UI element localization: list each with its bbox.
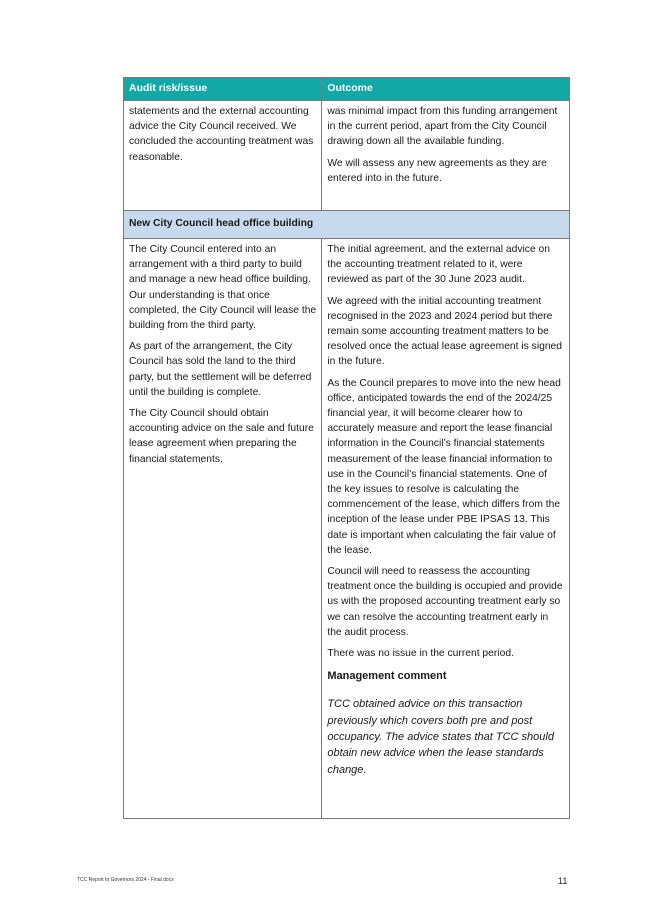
paragraph: Council will need to reassess the accounting treatment once the building is occupied and provide us with the proposed accounting treatment early so we can resolve the accounting treatment early in the audit process. — [327, 566, 563, 638]
paragraph: The initial agreement, and the external advice on the accounting treatment related to it, were reviewed as part of the 30 June 2023 audit. — [327, 244, 550, 286]
paragraph: The City Council entered into an arrangement with a third party to build and manage a new head office building. Our understanding is that once completed, the City Council will lease the building from the third party. — [129, 244, 317, 332]
management-comment-heading: Management comment — [327, 670, 447, 683]
paragraph: As the Council prepares to move into the new head office, anticipated towards the end of the 2024/25 financial year, it will become clearer how to accurately measure and report the lease financial information in the Council’s financial statements measurement of the lease financial information to use in the Council’s financial statements. One of the key issues to resolve is calculating the commencement of the lease, which differs from the inception of the lease under PBE IPSAS 13. This date is important when calculating the fair value of the lease. — [327, 377, 561, 556]
outcome-cell — [322, 239, 570, 819]
paragraph: statements and the external accounting advice the City Council received. We concluded the accounting treatment was reasonable. — [129, 106, 314, 163]
outcome-cell — [322, 101, 570, 211]
header-audit-risk: Audit risk/issue — [124, 78, 322, 101]
table-header-row — [124, 78, 570, 101]
paragraph: We agreed with the initial accounting treatment recognised in the 2023 and 2024 period but there remain some accounting treatment matters to be resolved once the actual lease agreement is signed in the future. — [327, 295, 563, 368]
header-outcome: Outcome — [322, 78, 570, 101]
table-row — [124, 239, 570, 819]
footer-document-title: TCC Report to Governors 2024 - Final docx — [77, 877, 174, 883]
audit-issues-table — [123, 77, 570, 819]
page-number: 11 — [558, 876, 568, 886]
paragraph: The City Council should obtain accounting advice on the sale and future lease agreement when preparing the financial statements. — [129, 408, 314, 465]
audit-risk-cell — [124, 239, 322, 819]
section-heading-row — [124, 211, 570, 239]
paragraph: There was no issue in the current period. — [327, 648, 514, 660]
paragraph: We will assess any new agreements as they are entered into in the future. — [327, 157, 547, 184]
paragraph: was minimal impact from this funding arrangement in the current period, apart from the City Council drawing down all the available funding. — [327, 106, 558, 148]
audit-risk-cell — [124, 101, 322, 211]
section-title: New City Council head office building — [124, 211, 570, 239]
paragraph: As part of the arrangement, the City Council has sold the land to the third party, but the settlement will be deferred until the building is complete. — [129, 341, 312, 398]
table-row — [124, 101, 570, 211]
management-comment-text: TCC obtained advice on this transaction previously which covers both pre and post occupancy. The advice states that TCC should obtain new advice when the lease standards change. — [327, 698, 554, 776]
